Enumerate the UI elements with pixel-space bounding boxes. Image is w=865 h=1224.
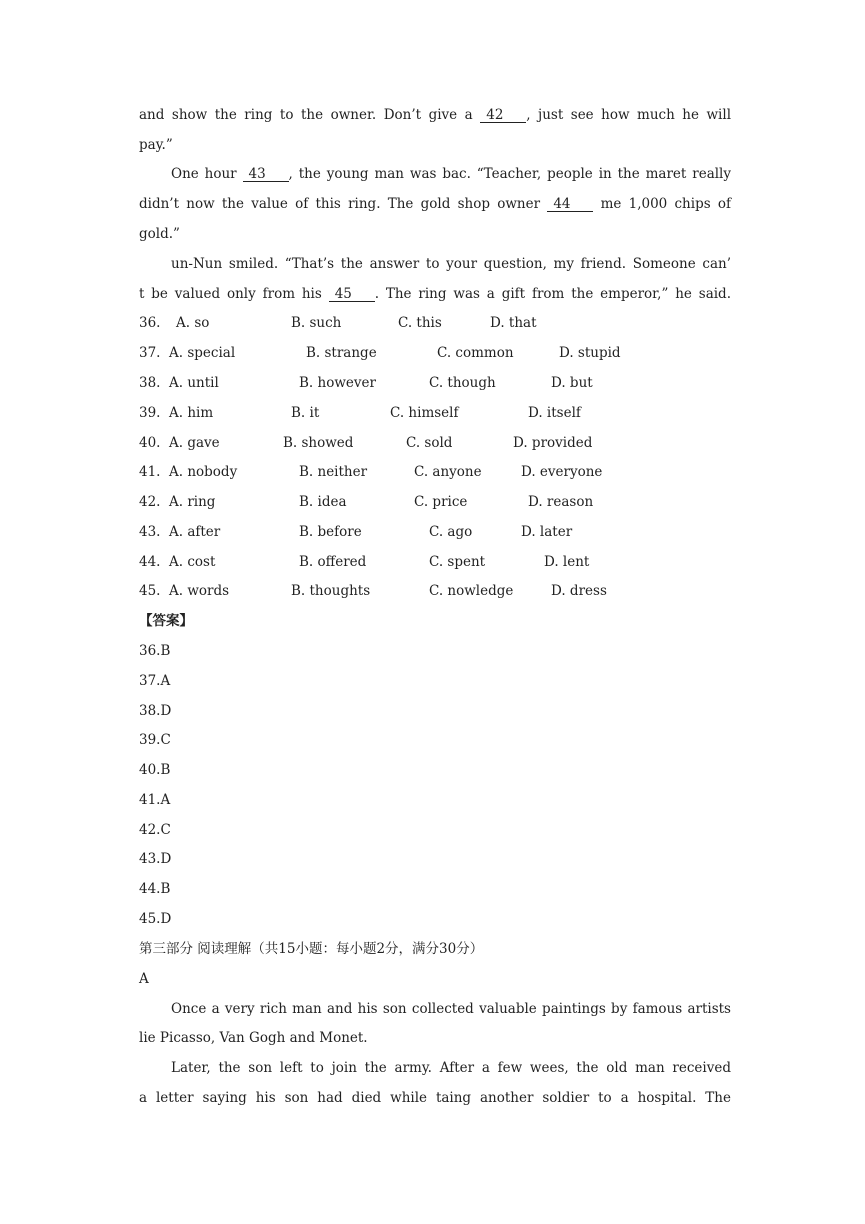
reading-line: lie Picasso, Van Gogh and Monet.	[139, 1030, 368, 1046]
answer-item: 43.D	[139, 851, 172, 867]
question-number: 42.	[139, 494, 161, 510]
answer-heading: 【答案】	[139, 613, 193, 629]
question-number: 40.	[139, 435, 161, 451]
option-b: B. it	[291, 405, 320, 421]
option-b: B. offered	[299, 554, 367, 570]
question-number: 36.	[139, 315, 161, 331]
option-d: D. itself	[528, 405, 581, 421]
answer-item: 45.D	[139, 911, 172, 927]
option-a: A. gave	[169, 435, 220, 451]
option-a: A. so	[176, 315, 210, 331]
option-a: A. after	[169, 524, 221, 540]
option-c: C. price	[414, 494, 468, 510]
option-d: D. reason	[528, 494, 594, 510]
option-b: B. showed	[283, 435, 354, 451]
passage-text: . The ring was a gift from the emperor,” he said.	[374, 286, 731, 302]
option-c: C. anyone	[414, 464, 482, 480]
question-number: 38.	[139, 375, 161, 391]
option-b: B. idea	[299, 494, 347, 510]
question-number: 45.	[139, 583, 161, 599]
option-b: B. such	[291, 315, 342, 331]
question-number: 44.	[139, 554, 161, 570]
option-c: C. himself	[390, 405, 459, 421]
option-a: A. words	[169, 583, 230, 599]
answer-item: 42.C	[139, 822, 171, 838]
option-a: A. ring	[169, 494, 216, 510]
option-a: A. nobody	[169, 464, 238, 480]
option-c: C. sold	[406, 435, 453, 451]
blank-45: 45	[329, 287, 375, 302]
option-d: D. provided	[513, 435, 593, 451]
option-a: A. him	[169, 405, 214, 421]
passage-line	[171, 165, 731, 183]
passage-line: gold.”	[139, 226, 180, 242]
option-b: B. thoughts	[291, 583, 371, 599]
option-a: A. until	[169, 375, 219, 391]
option-c: C. spent	[429, 554, 486, 570]
option-d: D. dress	[551, 583, 607, 599]
option-a: A. cost	[169, 554, 216, 570]
answer-item: 37.A	[139, 673, 171, 689]
blank-43: 43	[243, 167, 289, 182]
blank-42: 42	[480, 108, 526, 123]
option-b: B. before	[299, 524, 362, 540]
answer-item: 39.C	[139, 732, 171, 748]
reading-line: Once a very rich man and his son collected valuable paintings by famous artists	[171, 1001, 731, 1017]
passage-line: un-Nun smiled. “That’s the answer to your question, my friend. Someone can’	[171, 256, 731, 272]
blank-44: 44	[547, 197, 593, 212]
section-heading: 第三部分 阅读理解（共15小题：每小题2分，满分30分）	[139, 941, 484, 957]
passage-line: pay.”	[139, 137, 173, 153]
option-c: C. ago	[429, 524, 473, 540]
passage-text: , just see how much he will	[526, 107, 732, 123]
answer-item: 44.B	[139, 881, 171, 897]
option-d: D. everyone	[521, 464, 603, 480]
passage-text: me 1,000 chips of	[600, 196, 731, 212]
answer-item: 38.D	[139, 703, 172, 719]
option-a: A. special	[169, 345, 236, 361]
passage-line	[139, 106, 731, 124]
question-number: 43.	[139, 524, 161, 540]
passage-line	[139, 285, 731, 303]
answer-item: 40.B	[139, 762, 171, 778]
question-number: 39.	[139, 405, 161, 421]
reading-line: a letter saying his son had died while taing another soldier to a hospital. The	[139, 1090, 731, 1106]
option-b: B. strange	[306, 345, 377, 361]
passage-text: didn’t now the value of this ring. The gold shop owner	[139, 196, 541, 212]
option-c: C. though	[429, 375, 496, 391]
option-d: D. stupid	[559, 345, 621, 361]
option-c: C. nowledge	[429, 583, 514, 599]
option-c: C. common	[437, 345, 514, 361]
passage-text: , the young man was bac. “Teacher, people in the maret really	[288, 166, 731, 182]
answer-item: 36.B	[139, 643, 171, 659]
option-d: D. but	[551, 375, 593, 391]
option-d: D. lent	[544, 554, 590, 570]
passage-text: and show the ring to the owner. Don’t give a	[139, 107, 473, 123]
option-d: D. later	[521, 524, 573, 540]
reading-line: Later, the son left to join the army. After a few wees, the old man received	[171, 1060, 731, 1076]
option-b: B. neither	[299, 464, 368, 480]
option-b: B. however	[299, 375, 376, 391]
passage-text: t be valued only from his	[139, 286, 322, 302]
passage-line	[139, 195, 731, 213]
option-c: C. this	[398, 315, 442, 331]
question-number: 37.	[139, 345, 161, 361]
question-number: 41.	[139, 464, 161, 480]
section-letter: A	[139, 971, 149, 987]
answer-item: 41.A	[139, 792, 171, 808]
passage-text: One hour	[171, 166, 237, 182]
option-d: D. that	[490, 315, 537, 331]
